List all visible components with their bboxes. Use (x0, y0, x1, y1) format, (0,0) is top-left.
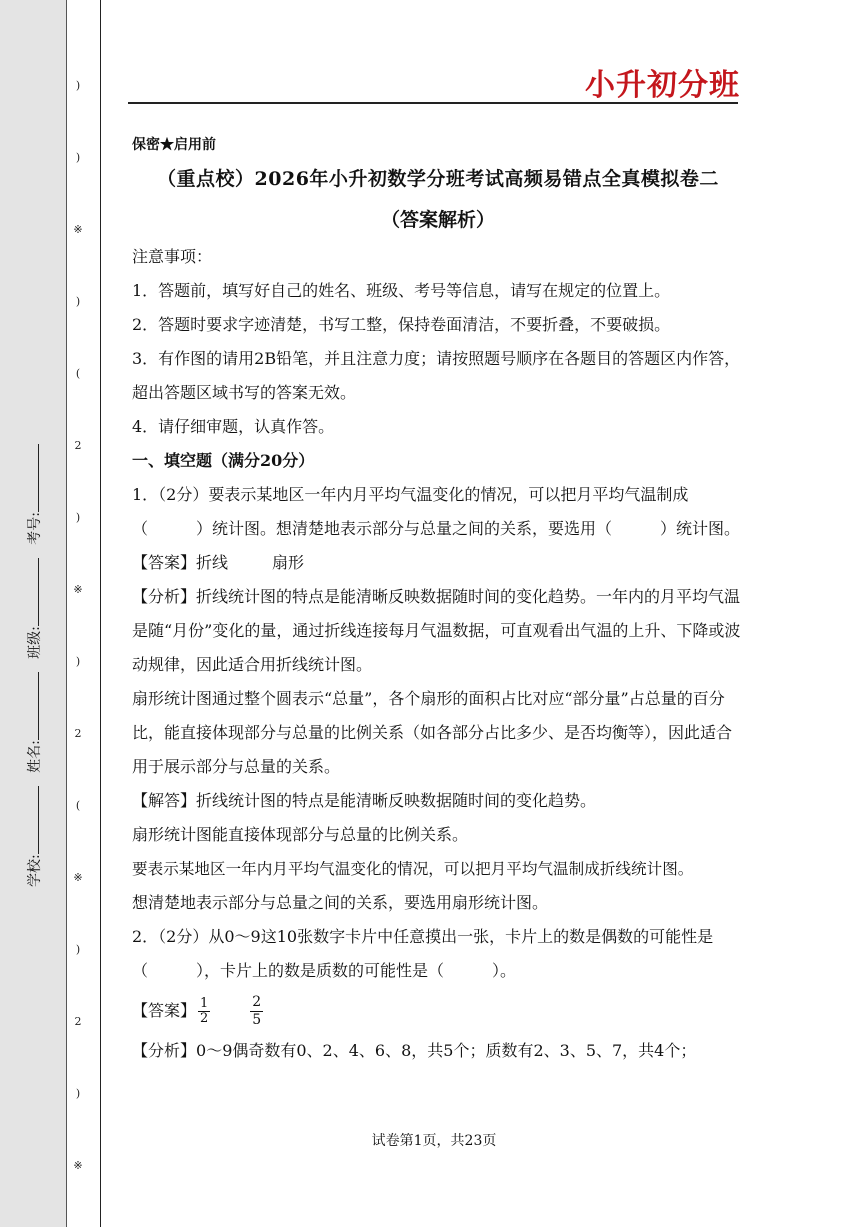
seal-mark: 2 (74, 1015, 82, 1028)
name-blank (24, 672, 39, 740)
analysis-text: 0～9偶奇数有0、2、4、6、8，共5个；质数有2、3、5、7，共4个； (196, 1041, 697, 1060)
solution-line: 要表示某地区一年内月平均气温变化的情况，可以把月平均气温制成折线统计图。 (132, 860, 694, 878)
seal-mark: ) (75, 943, 81, 956)
header-rule (128, 102, 738, 104)
seal-mark: ※ (73, 583, 83, 596)
seal-mark: ) (75, 511, 81, 524)
question-1-analysis (132, 580, 744, 682)
school-blank (24, 786, 39, 854)
seal-mark: ※ (73, 223, 83, 236)
answer-label: 【答案】 (132, 1001, 197, 1020)
analysis-label: 【分析】 (132, 1041, 197, 1060)
seal-mark: ) (75, 151, 81, 164)
seal-mark: ※ (73, 1159, 83, 1172)
document-subtitle: （答案解析） (380, 209, 495, 231)
seal-mark: 2 (74, 727, 82, 740)
exam-no-label: 考号: (27, 512, 43, 545)
page-content (132, 132, 744, 1068)
school-label: 学校: (27, 854, 43, 887)
seal-mark: 2 (74, 439, 82, 452)
seal-mark: ) (75, 79, 81, 92)
exam-no-blank (24, 444, 39, 512)
name-label: 姓名: (27, 740, 43, 773)
solution-text: 折线统计图的特点是能清晰反映数据随时间的变化趋势。 (196, 791, 597, 810)
document-title: （重点校）2026年小升初数学分班考试高频易错点全真模拟卷二 (157, 168, 719, 190)
seal-mark: ) (75, 295, 81, 308)
answer-label: 【答案】 (132, 553, 197, 572)
notice-item-3: 3．有作图的请用2B铅笔，并且注意力度；请按照题号顺序在各题目的答题区内作答，超出答题区域书写的答案无效。 (132, 349, 741, 402)
question-1-stem: 1．（2分）要表示某地区一年内月平均气温变化的情况，可以把月平均气温制成（ ）统计图。想清楚地表示部分与总量之间的关系，要选用（ ）统计图。 (132, 485, 741, 538)
question-2-answer (132, 988, 744, 1034)
seal-mark: ) (75, 1087, 81, 1100)
answer-fraction: $\frac{1}{2}$ (200, 996, 209, 1026)
question-2-analysis (132, 1034, 744, 1068)
solution-label: 【解答】 (132, 791, 197, 810)
class-label: 班级: (27, 626, 43, 659)
solution-line: 扇形统计图能直接体现部分与总量的比例关系。 (132, 825, 469, 844)
seal-mark: ) (75, 655, 81, 668)
seal-mark: ※ (73, 871, 83, 884)
seal-mark: ( (75, 367, 81, 380)
seal-line (100, 0, 101, 1227)
question-1-analysis-2: 扇形统计图通过整个圆表示“总量”，各个扇形的面积占比对应“部分量”占总量的百分比，能直接体现部分与总量的比例关系（如各部分占比多少、是否均衡等），因此适合用于展示部分与总量的关系。 (132, 689, 733, 776)
notice-item-4: 4．请仔细审题，认真作答。 (132, 417, 335, 436)
brand-title: 小升初分班 (585, 68, 740, 103)
answer-value: 扇形 (272, 553, 305, 572)
analysis-label: 【分析】 (132, 587, 197, 606)
notice-item-2: 2．答题时要求字迹清楚，书写工整，保持卷面清洁，不要折叠，不要破损。 (132, 315, 671, 334)
solution-line: 想清楚地表示部分与总量之间的关系，要选用扇形统计图。 (132, 893, 549, 912)
class-blank (24, 558, 39, 626)
question-1-solution (132, 784, 744, 818)
notice-item-1: 1．答题前，填写好自己的姓名、班级、考号等信息，请写在规定的位置上。 (132, 281, 671, 300)
page-footer: 试卷第1页，共23页 (371, 1133, 497, 1149)
answer-fraction: $\frac{2}{5}$ (252, 994, 262, 1028)
confidential-mark: 保密★启用前 (132, 137, 216, 153)
analysis-text: 折线统计图的特点是能清晰反映数据随时间的变化趋势。一年内的月平均气温是随“月份”变化的量，通过折线连接每月气温数据，可直观看出气温的上升、下降或波动规律，因此适合用折线统计图。 (132, 587, 741, 674)
answer-value: 折线 (196, 553, 229, 572)
question-2-stem: 2．（2分）从0～9这10张数字卡片中任意摸出一张，卡片上的数是偶数的可能性是（ ），卡片上的数是质数的可能性是（ ）。 (132, 927, 714, 980)
notice-heading: 注意事项： (132, 247, 213, 266)
question-1-answer (132, 546, 744, 580)
section-heading: 一、填空题（满分20分） (132, 451, 315, 470)
seal-mark: ( (75, 799, 81, 812)
